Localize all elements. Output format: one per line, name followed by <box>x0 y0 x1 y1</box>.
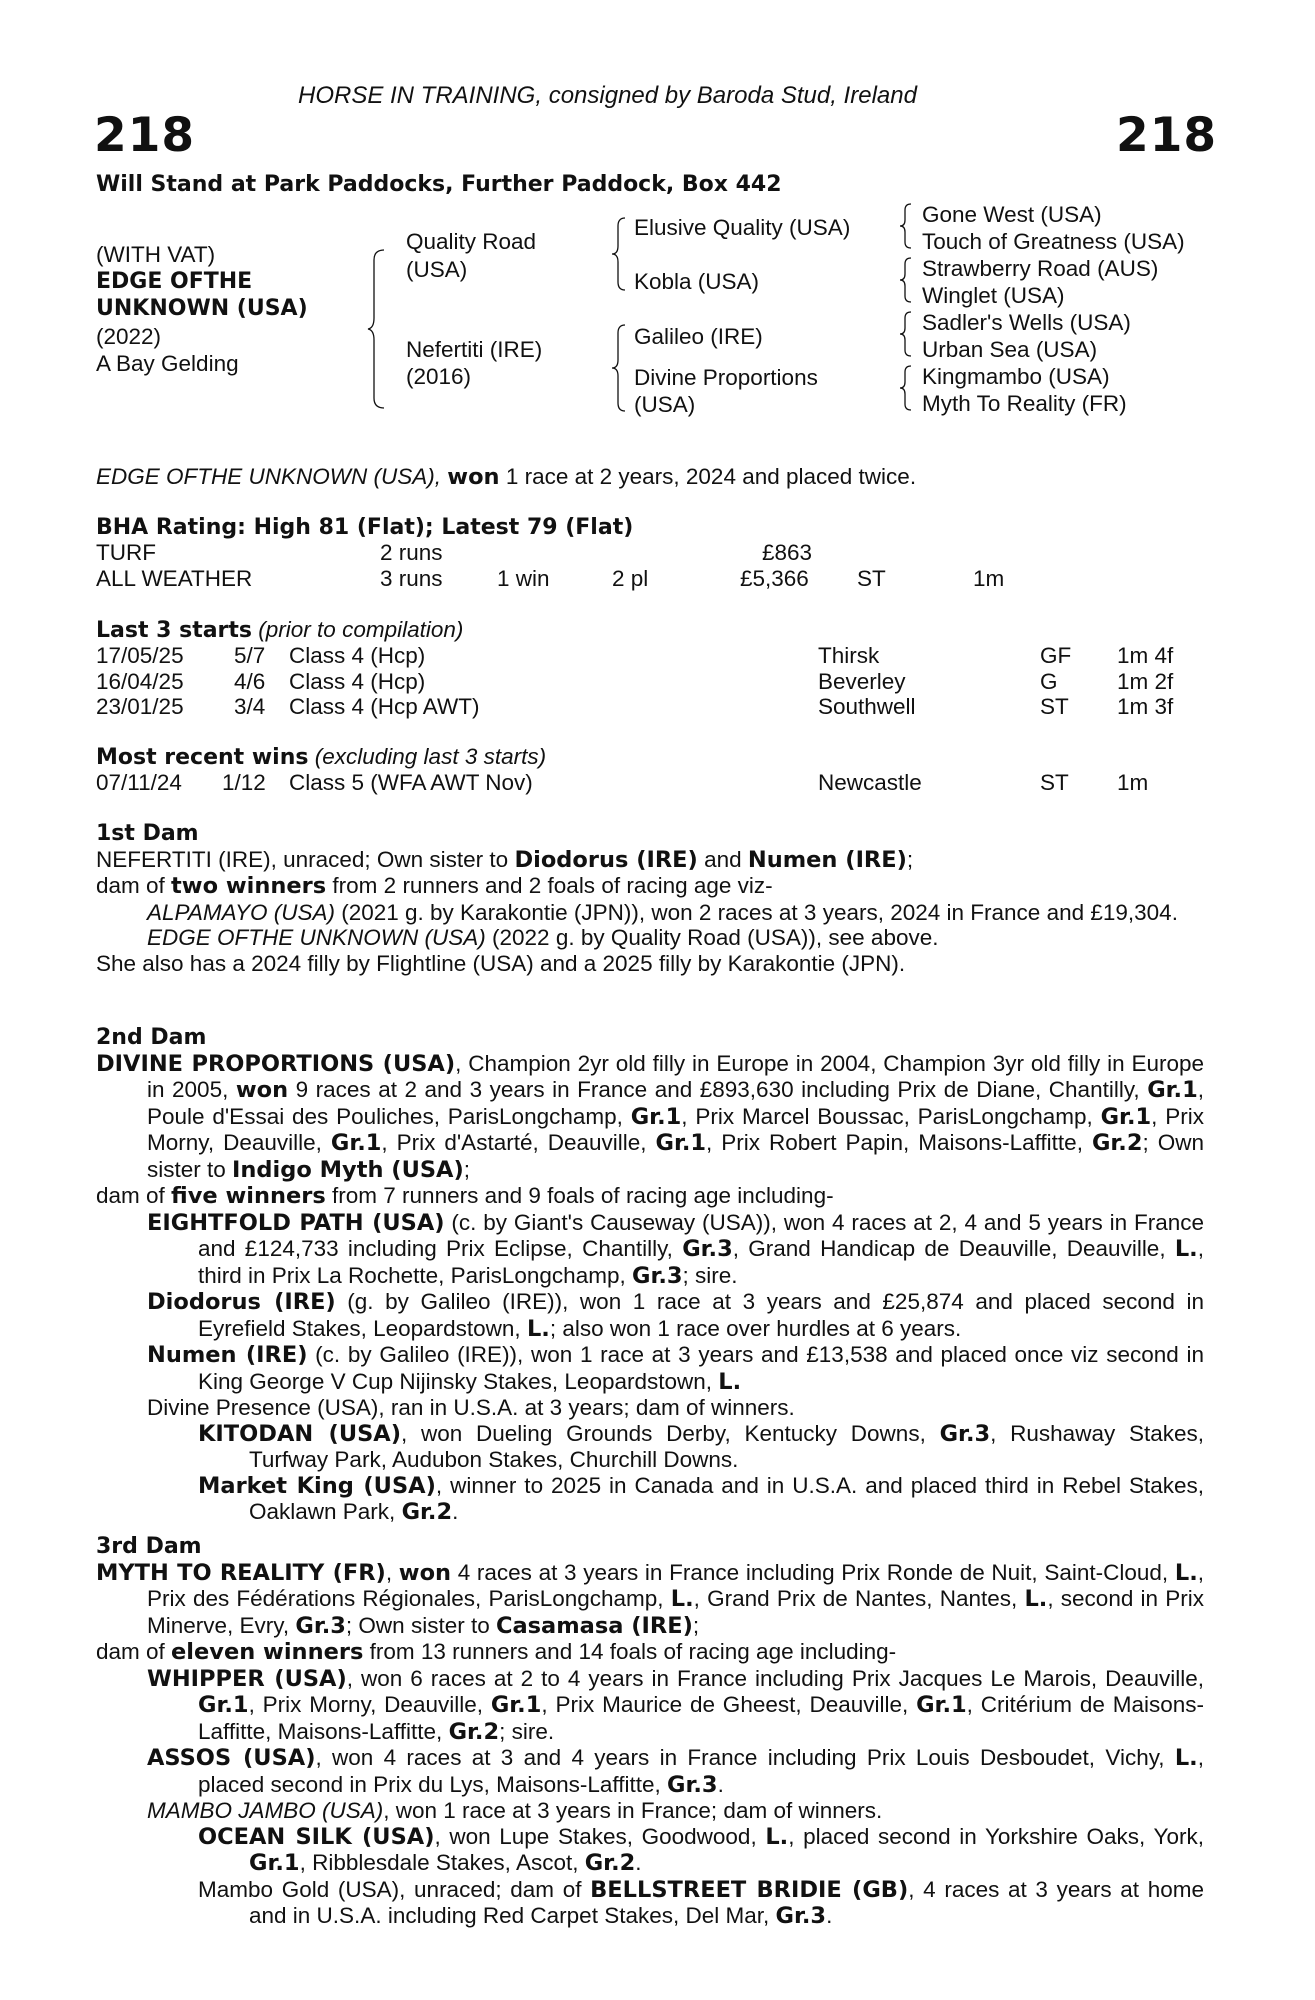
ped-dsd: Urban Sea (USA) <box>922 337 1098 362</box>
start-class: Class 4 (Hcp) <box>289 643 426 668</box>
second-dam-produce-line: dam of five winners from 7 runners and 9 foals of racing age including- <box>96 1183 834 1209</box>
dam-dam-name: Divine Proportions <box>634 365 818 390</box>
rating-distance: 1m <box>973 566 1005 591</box>
rating-prize: £863 <box>762 540 813 565</box>
horse-name-line1: EDGE OFTHE <box>96 269 253 294</box>
rating-surface: ALL WEATHER <box>96 566 253 591</box>
produce-entry: Market King (USA), winner to 2025 in Canada and in U.S.A. and placed third in Rebel Stakes, Oaklawn Park, Gr.2. <box>198 1472 1204 1525</box>
horse-year: (2022) <box>96 324 162 349</box>
produce-entry: MAMBO JAMBO (USA), won 1 race at 3 years in France; dam of winners. <box>147 1798 883 1823</box>
sire-sire: Elusive Quality (USA) <box>634 215 851 240</box>
produce-entry: WHIPPER (USA), won 6 races at 2 to 4 years in France including Prix Jacques Le Marois, Deauville, Gr.1, Prix Morny, Deauville, Gr.1, Prix Maurice de Gheest, Deauville, Gr.1, Critérium de Maisons-Laffitte, Maisons-Laffitte, Gr.2; sire. <box>147 1665 1204 1745</box>
brace-g3 <box>898 310 914 358</box>
stand-location: Will Stand at Park Paddocks, Further Paddock, Box 442 <box>96 172 782 197</box>
produce-entry: Mambo Gold (USA), unraced; dam of BELLSTREET BRIDIE (GB), 4 races at 3 years at home and in U.S.A. including Red Carpet Stakes, Del Mar, Gr.3. <box>198 1876 1205 1929</box>
consignment-line: HORSE IN TRAINING, consigned by Baroda Stud, Ireland <box>298 82 917 109</box>
brace-g1 <box>898 202 914 250</box>
win-distance: 1m <box>1117 770 1149 795</box>
rating-heading: BHA Rating: High 81 (Flat); Latest 79 (Flat) <box>96 515 634 540</box>
win-going: ST <box>1040 770 1069 795</box>
start-class: Class 4 (Hcp AWT) <box>289 694 480 719</box>
produce-entry: ASSOS (USA), won 4 races at 3 and 4 years in France including Prix Louis Desboudet, Vichy, L., placed second in Prix du Lys, Maisons-Laffitte, Gr.3. <box>147 1745 1204 1798</box>
start-course: Beverley <box>818 669 906 694</box>
ped-sds: Strawberry Road (AUS) <box>922 256 1159 281</box>
race-summary: EDGE OFTHE UNKNOWN (USA), won 1 race at 2 years, 2024 and placed twice. <box>96 464 917 490</box>
first-dam-line: NEFERTITI (IRE), unraced; Own sister to Diodorus (IRE) and Numen (IRE); <box>96 846 914 873</box>
produce-entry: ALPAMAYO (USA) (2021 g. by Karakontie (JPN)), won 2 races at 3 years, 2024 in France and £19,304. <box>147 899 1178 925</box>
dam-sire: Galileo (IRE) <box>634 324 763 349</box>
third-dam-entry: MYTH TO REALITY (FR), won 4 races at 3 years in France including Prix Ronde de Nuit, Saint-Cloud, L., Prix des Fédérations Régionales, ParisLongchamp, L., Grand Prix de Nantes, Nantes, L., second in Prix Minerve, Evry, Gr.3; Own sister to Casamasa (IRE); <box>96 1559 1205 1639</box>
pedigree-brace-dam <box>610 323 628 413</box>
pedigree-brace-main <box>366 248 388 410</box>
dam-year: (2016) <box>406 364 472 389</box>
third-dam-section <box>96 1534 1204 1930</box>
second-dam-section <box>96 1025 1204 1526</box>
lot-number-left: 218 <box>94 108 196 163</box>
ped-dds: Kingmambo (USA) <box>922 364 1110 389</box>
win-course: Newcastle <box>818 770 922 795</box>
rating-runs: 3 runs <box>380 566 443 591</box>
produce-entry: Diodorus (IRE) (g. by Galileo (IRE)), won 1 race at 3 years and £25,874 and placed second in Eyrefield Stakes, Leopardstown, L.; also won 1 race over hurdles at 6 years. <box>147 1289 1204 1342</box>
start-distance: 1m 4f <box>1117 643 1174 668</box>
rating-placed: 2 pl <box>612 566 649 591</box>
win-class: Class 5 (WFA AWT Nov) <box>289 770 533 795</box>
rating-wins: 1 win <box>497 566 550 591</box>
produce-entry: EDGE OFTHE UNKNOWN (USA) (2022 g. by Quality Road (USA)), see above. <box>147 925 939 950</box>
horse-description: A Bay Gelding <box>96 351 239 376</box>
rating-going: ST <box>857 566 886 591</box>
produce-entry: OCEAN SILK (USA), won Lupe Stakes, Goodwood, L., placed second in Yorkshire Oaks, York, Gr.1, Ribblesdale Stakes, Ascot, Gr.2. <box>198 1823 1204 1876</box>
sire-country: (USA) <box>406 257 468 282</box>
second-dam-entry: DIVINE PROPORTIONS (USA), Champion 2yr old filly in Europe in 2004, Champion 3yr old filly in Europe in 2005, won 9 races at 2 and 3 years in France and £893,630 including Prix de Diane, Chantilly, Gr.1, Poule d'Essai des Pouliches, ParisLongchamp, Gr.1, Prix Marcel Boussac, ParisLongchamp, Gr.1, Prix Morny, Deauville, Gr.1, Prix d'Astarté, Deauville, Gr.1, Prix Robert Papin, Maisons-Laffitte, Gr.2; Own sister to Indigo Myth (USA); <box>96 1050 1205 1183</box>
brace-g4 <box>898 364 914 412</box>
ped-dss: Sadler's Wells (USA) <box>922 310 1131 335</box>
rating-runs: 2 runs <box>380 540 443 565</box>
first-dam-section <box>96 821 1204 976</box>
rating-surface: TURF <box>96 540 156 565</box>
win-date: 07/11/24 <box>96 770 182 795</box>
produce-entry: KITODAN (USA), won Dueling Grounds Derby, Kentucky Downs, Gr.3, Rushaway Stakes, Turfway Park, Audubon Stakes, Churchill Downs. <box>198 1420 1205 1472</box>
start-going: ST <box>1040 694 1069 719</box>
start-going: GF <box>1040 643 1072 668</box>
start-date: 16/04/25 <box>96 669 184 694</box>
produce-entry: Divine Presence (USA), ran in U.S.A. at 3 years; dam of winners. <box>147 1395 795 1420</box>
start-course: Southwell <box>818 694 916 719</box>
start-date: 17/05/25 <box>96 643 184 668</box>
start-course: Thirsk <box>818 643 880 668</box>
horse-name-line2: UNKNOWN (USA) <box>96 296 308 321</box>
dam-name: Nefertiti (IRE) <box>406 337 543 362</box>
last-starts-heading: Last 3 starts (prior to compilation) <box>96 617 464 643</box>
dam-dam-country: (USA) <box>634 392 696 417</box>
start-date: 23/01/25 <box>96 694 184 719</box>
third-dam-heading: 3rd Dam <box>96 1534 202 1559</box>
rating-prize: £5,366 <box>740 566 809 591</box>
start-class: Class 4 (Hcp) <box>289 669 426 694</box>
ped-sss: Gone West (USA) <box>922 202 1102 227</box>
start-distance: 1m 3f <box>1117 694 1174 719</box>
first-dam-heading: 1st Dam <box>96 821 199 846</box>
produce-entry: Numen (IRE) (c. by Galileo (IRE)), won 1 race at 3 years and £13,538 and placed once viz second in King George V Cup Nijinsky Stakes, Leopardstown, L. <box>147 1342 1204 1395</box>
ped-sdd: Winglet (USA) <box>922 283 1065 308</box>
second-dam-heading: 2nd Dam <box>96 1025 207 1050</box>
lot-number-right: 218 <box>1116 108 1218 163</box>
third-dam-produce-line: dam of eleven winners from 13 runners and 14 foals of racing age including- <box>96 1639 897 1665</box>
win-position: 1/12 <box>222 770 266 795</box>
start-going: G <box>1040 669 1058 694</box>
first-dam-footnote: She also has a 2024 filly by Flightline (USA) and a 2025 filly by Karakontie (JPN). <box>96 950 906 976</box>
first-dam-produce-line: dam of two winners from 2 runners and 2 foals of racing age viz- <box>96 873 773 899</box>
produce-entry: EIGHTFOLD PATH (USA) (c. by Giant's Causeway (USA)), won 4 races at 2, 4 and 5 years in France and £124,733 including Prix Eclipse, Chantilly, Gr.3, Grand Handicap de Deauville, Deauville, L., third in Prix La Rochette, ParisLongchamp, Gr.3; sire. <box>147 1209 1205 1289</box>
sire-name: Quality Road <box>406 229 537 254</box>
ped-ddd: Myth To Reality (FR) <box>922 391 1127 416</box>
brace-g2 <box>898 256 914 304</box>
pedigree-brace-sire <box>610 216 628 292</box>
sire-dam: Kobla (USA) <box>634 269 760 294</box>
start-position: 4/6 <box>234 669 266 694</box>
start-distance: 1m 2f <box>1117 669 1174 694</box>
start-position: 3/4 <box>234 694 266 719</box>
recent-wins-heading: Most recent wins (excluding last 3 starts) <box>96 744 547 770</box>
start-position: 5/7 <box>234 643 266 668</box>
vat-note: (WITH VAT) <box>96 242 216 267</box>
ped-ssd: Touch of Greatness (USA) <box>922 229 1185 254</box>
